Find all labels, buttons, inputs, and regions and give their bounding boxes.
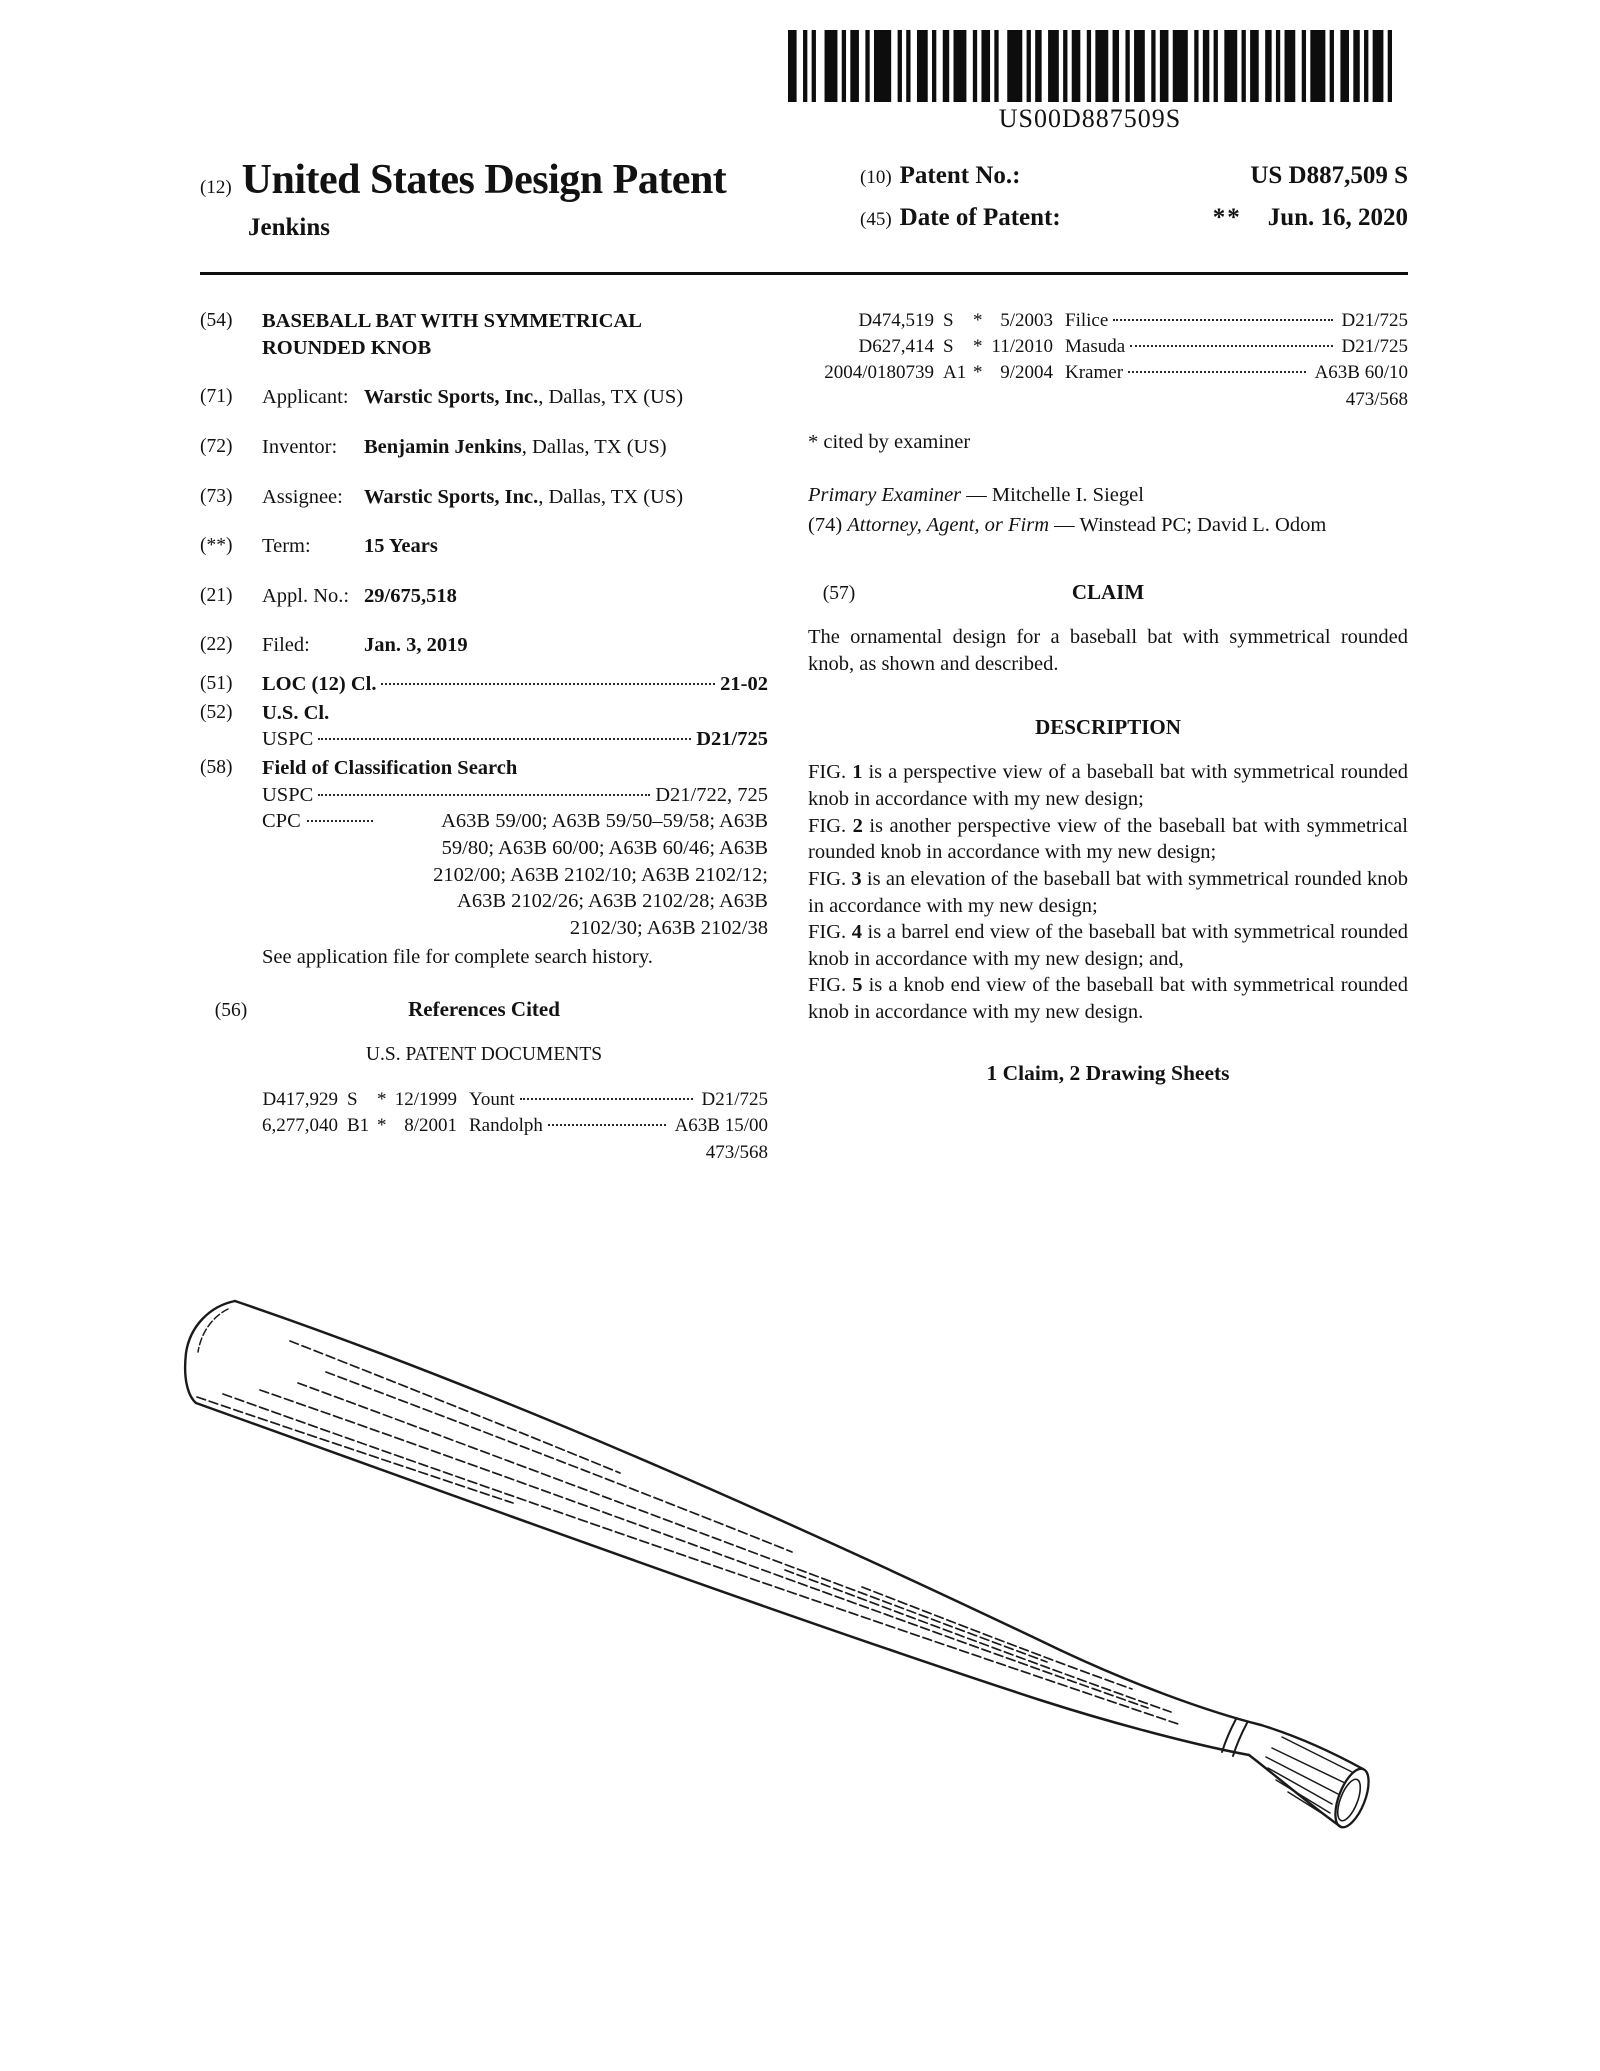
filed-value: Jan. 3, 2019 xyxy=(364,634,468,657)
assignee-location: , Dallas, TX (US) xyxy=(538,485,684,508)
ref-star: * xyxy=(377,1089,387,1111)
uspc-label: USPC xyxy=(262,728,314,751)
reference-row xyxy=(200,1087,768,1113)
barcode-block xyxy=(788,30,1392,134)
field-classification-search xyxy=(200,755,768,970)
field-appl-no xyxy=(200,583,768,610)
ref-class: D21/725 xyxy=(701,1089,768,1111)
search-uspc-value: D21/722, 725 xyxy=(655,783,768,806)
attorney-name: Winstead PC; David L. Odom xyxy=(1079,514,1327,537)
field-tag: (58) xyxy=(200,757,233,779)
ref-class: D21/725 xyxy=(1341,336,1408,358)
ref-class: A63B 15/00 xyxy=(674,1115,768,1137)
left-column xyxy=(200,308,768,1166)
ref-date: 5/2003 xyxy=(1000,310,1053,331)
ref-class: D21/725 xyxy=(1341,310,1408,331)
field-tag: (52) xyxy=(200,701,233,723)
field-tag: (21) xyxy=(200,584,233,606)
examiner-block xyxy=(808,482,1408,539)
ref-star: * xyxy=(973,310,983,331)
description-heading xyxy=(808,714,1408,742)
dot-leader xyxy=(1113,319,1332,321)
field-search-head: Field of Classification Search xyxy=(262,757,518,780)
field-term xyxy=(200,533,768,560)
references-right xyxy=(808,308,1408,413)
search-cpc-label: CPC xyxy=(262,810,301,833)
inventor-label: Inventor: xyxy=(262,435,338,458)
ref-date: 9/2004 xyxy=(1000,362,1053,384)
dot-leader xyxy=(548,1124,666,1126)
attorney-label: Attorney, Agent, or Firm xyxy=(847,514,1050,537)
bat-barrel-cap-inner xyxy=(198,1309,228,1352)
ref-class-continuation: 473/568 xyxy=(1345,388,1408,410)
search-cpc-line4: A63B 2102/26; A63B 2102/28; A63B xyxy=(457,890,768,913)
dot-leader xyxy=(318,794,650,796)
fig-description: FIG. 3 is an elevation of the baseball bat with symmetrical rounded knob in accordance with my new design; xyxy=(808,867,1408,917)
bat-top-edge xyxy=(235,1301,1261,1725)
field-assignee xyxy=(200,484,768,511)
ref-number: D474,519 xyxy=(858,310,934,331)
page-title: United States Design Patent xyxy=(241,157,727,203)
ref-kind: S xyxy=(943,310,954,331)
patent-drawing-bat xyxy=(0,1230,1600,2071)
field-tag: (**) xyxy=(200,535,233,557)
ref-inventor: Yount xyxy=(469,1089,515,1111)
bat-knob-face-outer xyxy=(1329,1764,1376,1831)
ref-number: 2004/0180739 xyxy=(824,362,934,384)
reference-row xyxy=(808,308,1408,334)
bat-barrel-cap xyxy=(185,1301,235,1403)
dot-leader xyxy=(307,820,373,822)
dot-leader xyxy=(1128,371,1306,373)
ref-kind: B1 xyxy=(347,1115,370,1137)
ref-number: D627,414 xyxy=(858,336,934,358)
bat-contour-lines xyxy=(197,1341,1178,1724)
search-cpc-line1: A63B 59/00; A63B 59/50–59/58; A63B xyxy=(441,810,768,833)
dot-leader xyxy=(381,683,715,685)
ref-inventor: Randolph xyxy=(469,1115,543,1137)
field-inventor xyxy=(200,434,768,461)
appl-no-value: 29/675,518 xyxy=(364,584,457,607)
filed-label: Filed: xyxy=(262,634,310,657)
ref-kind: A1 xyxy=(943,362,967,384)
search-uspc-label: USPC xyxy=(262,783,314,806)
term-value: 15 Years xyxy=(364,535,438,558)
assignee-label: Assignee: xyxy=(262,485,343,508)
ref-kind: S xyxy=(943,336,954,358)
search-cpc-line2: 59/80; A63B 60/00; A63B 60/46; A63B xyxy=(441,836,768,859)
field-tag: (74) xyxy=(808,514,843,537)
loc-class-value: 21-02 xyxy=(720,673,768,696)
fig-description: FIG. 5 is a knob end view of the baseball bat with symmetrical rounded knob in accordance with my new design. xyxy=(808,974,1408,1024)
ref-kind: S xyxy=(347,1089,358,1111)
field-tag: (72) xyxy=(200,435,233,457)
ref-class-continuation: 473/568 xyxy=(705,1141,768,1163)
fig-description: FIG. 4 is a barrel end view of the baseball bat with symmetrical rounded knob in accordance with my new design; and, xyxy=(808,921,1408,970)
us-patent-documents-title: U.S. PATENT DOCUMENTS xyxy=(365,1043,603,1065)
fig-description: FIG. 2 is another perspective view of the baseball bat with symmetrical rounded knob in accordance with my new design; xyxy=(808,814,1408,864)
claim-title: CLAIM xyxy=(1071,579,1145,604)
assignee-name: Warstic Sports, Inc. xyxy=(364,485,539,508)
description-text xyxy=(808,759,1408,1025)
dot-leader xyxy=(520,1098,693,1100)
header xyxy=(200,156,1408,246)
uspc-value: D21/725 xyxy=(696,728,768,751)
ref-number: D417,929 xyxy=(262,1089,338,1111)
field-tag: (56) xyxy=(214,1000,248,1022)
field-loc-class xyxy=(200,671,768,698)
ref-star: * xyxy=(377,1115,387,1137)
ref-date: 8/2001 xyxy=(404,1115,457,1137)
references-left xyxy=(200,1087,768,1166)
dot-leader xyxy=(318,738,691,740)
field-tag: (51) xyxy=(200,673,233,695)
dot-leader xyxy=(1130,345,1332,347)
field-tag: (22) xyxy=(200,634,233,656)
primary-examiner-name: Mitchelle I. Siegel xyxy=(991,483,1144,506)
field-tag: (57) xyxy=(822,582,856,604)
inventor-surname: Jenkins xyxy=(248,214,330,241)
field-tag: (71) xyxy=(200,386,233,408)
applicant-label: Applicant: xyxy=(262,386,349,409)
field-tag: (73) xyxy=(200,485,233,507)
patent-number: US D887,509 S xyxy=(1250,162,1408,189)
ref-number: 6,277,040 xyxy=(262,1115,338,1137)
inventor-name: Benjamin Jenkins xyxy=(364,435,522,458)
applicant-location: , Dallas, TX (US) xyxy=(538,386,684,409)
attorney-line: (74) Attorney, Agent, or Firm — Winstead PC; David L. Odom xyxy=(808,514,1327,537)
description-title: DESCRIPTION xyxy=(1035,714,1181,739)
term-extension-stars: ** xyxy=(1212,204,1242,231)
ref-inventor: Kramer xyxy=(1065,362,1124,384)
ref-star: * xyxy=(973,336,983,358)
reference-row xyxy=(808,334,1408,360)
header-rule xyxy=(200,272,1408,275)
cited-by-examiner-note: * cited by examiner xyxy=(808,430,971,453)
search-history-note: See application file for complete search history. xyxy=(262,945,653,968)
kind-code-tag: (12) xyxy=(200,177,232,198)
search-cpc-line3: 2102/00; A63B 2102/10; A63B 2102/12; xyxy=(433,863,768,886)
ref-inventor: Filice xyxy=(1065,310,1109,331)
date-label: Date of Patent: xyxy=(899,204,1061,231)
applicant-name: Warstic Sports, Inc. xyxy=(364,386,539,409)
ref-star: * xyxy=(973,362,983,384)
us-class-head: U.S. Cl. xyxy=(262,701,330,724)
primary-examiner-line: Primary Examiner — Mitchelle I. Siegel xyxy=(808,483,1144,506)
ref-date: 11/2010 xyxy=(991,336,1053,358)
barcode-number: US00D887509S xyxy=(998,104,1182,133)
ref-inventor: Masuda xyxy=(1065,336,1126,358)
loc-class-label: LOC (12) Cl. xyxy=(262,673,377,696)
bat-figure-svg xyxy=(0,1230,1600,2071)
claims-sheets-note: 1 Claim, 2 Drawing Sheets xyxy=(986,1060,1230,1085)
claim-text: The ornamental design for a baseball bat with symmetrical rounded knob, as shown and described. xyxy=(808,626,1408,676)
term-label: Term: xyxy=(262,535,311,558)
references-cited-heading xyxy=(200,996,768,1024)
invention-title-line1: BASEBALL BAT WITH SYMMETRICAL xyxy=(262,310,642,332)
bibliographic-body xyxy=(200,308,1408,1166)
references-cited-title: References Cited xyxy=(408,997,560,1022)
ref-date: 12/1999 xyxy=(394,1089,457,1111)
appl-no-label: Appl. No.: xyxy=(262,584,350,607)
field-tag: (54) xyxy=(200,310,233,331)
claim-heading xyxy=(808,579,1408,607)
search-cpc-line5: 2102/30; A63B 2102/38 xyxy=(569,916,768,939)
invention-title-line2: ROUNDED KNOB xyxy=(262,336,432,359)
ref-class: A63B 60/10 xyxy=(1314,362,1408,384)
patent-date: Jun. 16, 2020 xyxy=(1267,204,1408,231)
reference-row xyxy=(200,1113,768,1139)
reference-row xyxy=(808,360,1408,386)
patent-no-label: Patent No.: xyxy=(899,162,1021,189)
patent-no-tag: (10) xyxy=(860,167,892,188)
barcode-bars xyxy=(788,30,1392,102)
bat-bottom-edge xyxy=(196,1403,1249,1755)
field-title xyxy=(200,308,768,361)
primary-examiner-label: Primary Examiner xyxy=(808,483,962,506)
right-column xyxy=(808,308,1408,1166)
inventor-location: , Dallas, TX (US) xyxy=(521,435,667,458)
field-filed xyxy=(200,632,768,659)
fig-description: FIG. 1 is a perspective view of a baseball bat with symmetrical rounded knob in accordance with my new design; xyxy=(808,761,1408,810)
date-tag: (45) xyxy=(860,209,892,230)
field-us-class xyxy=(200,700,768,753)
field-applicant xyxy=(200,384,768,411)
